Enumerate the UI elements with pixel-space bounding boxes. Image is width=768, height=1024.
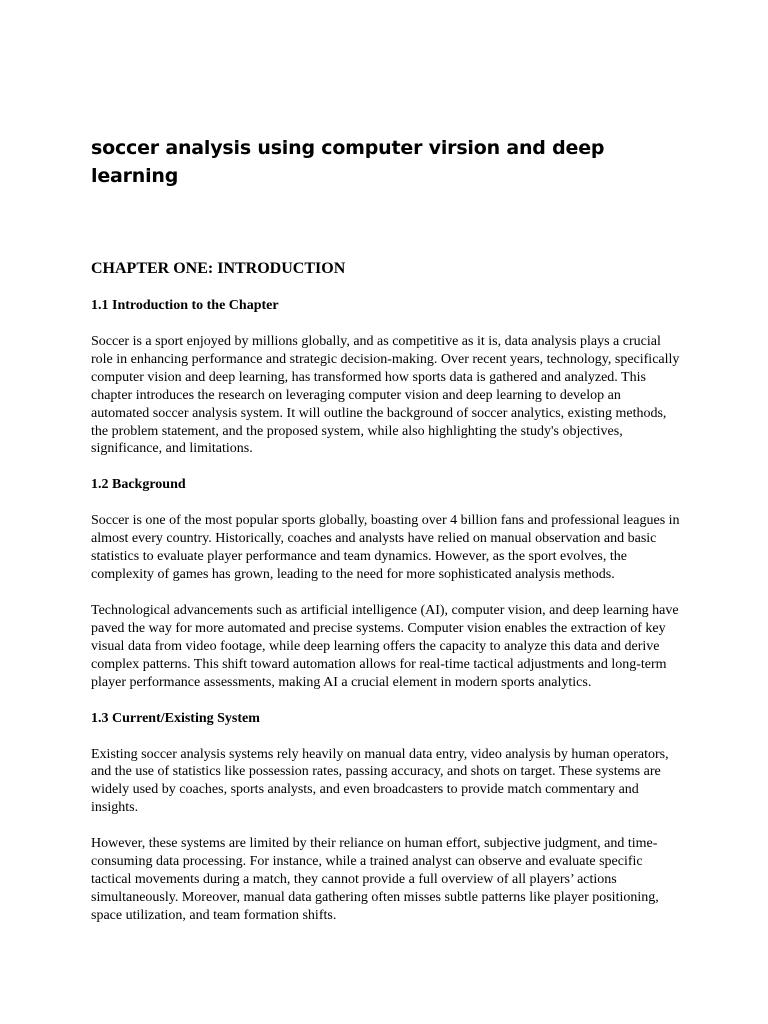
section-heading-1-3: 1.3 Current/Existing System [91,710,260,726]
document-content [91,134,681,943]
paragraph: Existing soccer analysis systems rely heavily on manual data entry, video analysis by human operators, and the use of statistics like possession rates, passing accuracy, and shots on target. These systems are widely used by coaches, sports analysts, and even broadcasters to provide match commentary and insights. [91,746,669,816]
document-title: soccer analysis using computer virsion and deep learning [91,137,605,187]
paragraph: Soccer is a sport enjoyed by millions globally, and as competitive as it is, data analysis plays a crucial role in enhancing performance and strategic decision-making. Over recent years, technology, specifically computer vision and deep learning, has transformed how sports data is gathered and analyzed. This chapter introduces the research on leveraging computer vision and deep learning to develop an automated soccer analysis system. It will outline the background of soccer analytics, existing methods, the problem statement, and the proposed system, while also highlighting the study's objectives, significance, and limitations. [91,334,680,457]
section-heading-1-2: 1.2 Background [91,477,186,493]
chapter-heading: CHAPTER ONE: INTRODUCTION [91,260,346,277]
section-heading-1-1: 1.1 Introduction to the Chapter [91,298,279,313]
paragraph: Technological advancements such as artificial intelligence (AI), computer vision, and deep learning have paved the way for more automated and precise systems. Computer vision enables the extraction of key visual data from video footage, while deep learning offers the capacity to analyze this data and derive complex patterns. This shift toward automation allows for real-time tactical adjustments and long-term player performance assessments, making AI a crucial element in modern sports analytics. [91,602,679,690]
paragraph: However, these systems are limited by their reliance on human effort, subjective judgment, and time-consuming data processing. For instance, while a trained analyst can observe and evaluate specific tactical movements during a match, they cannot provide a full overview of all players’ actions simultaneously. Moreover, manual data gathering often misses subtle patterns like player positioning, space utilization, and team formation shifts. [91,836,659,923]
paragraph: Soccer is one of the most popular sports globally, boasting over 4 billion fans and professional leagues in almost every country. Historically, coaches and analysts have relied on manual observation and basic statistics to evaluate player performance and team dynamics. However, as the sport evolves, the complexity of games has grown, leading to the need for more sophisticated analysis methods. [91,513,680,583]
